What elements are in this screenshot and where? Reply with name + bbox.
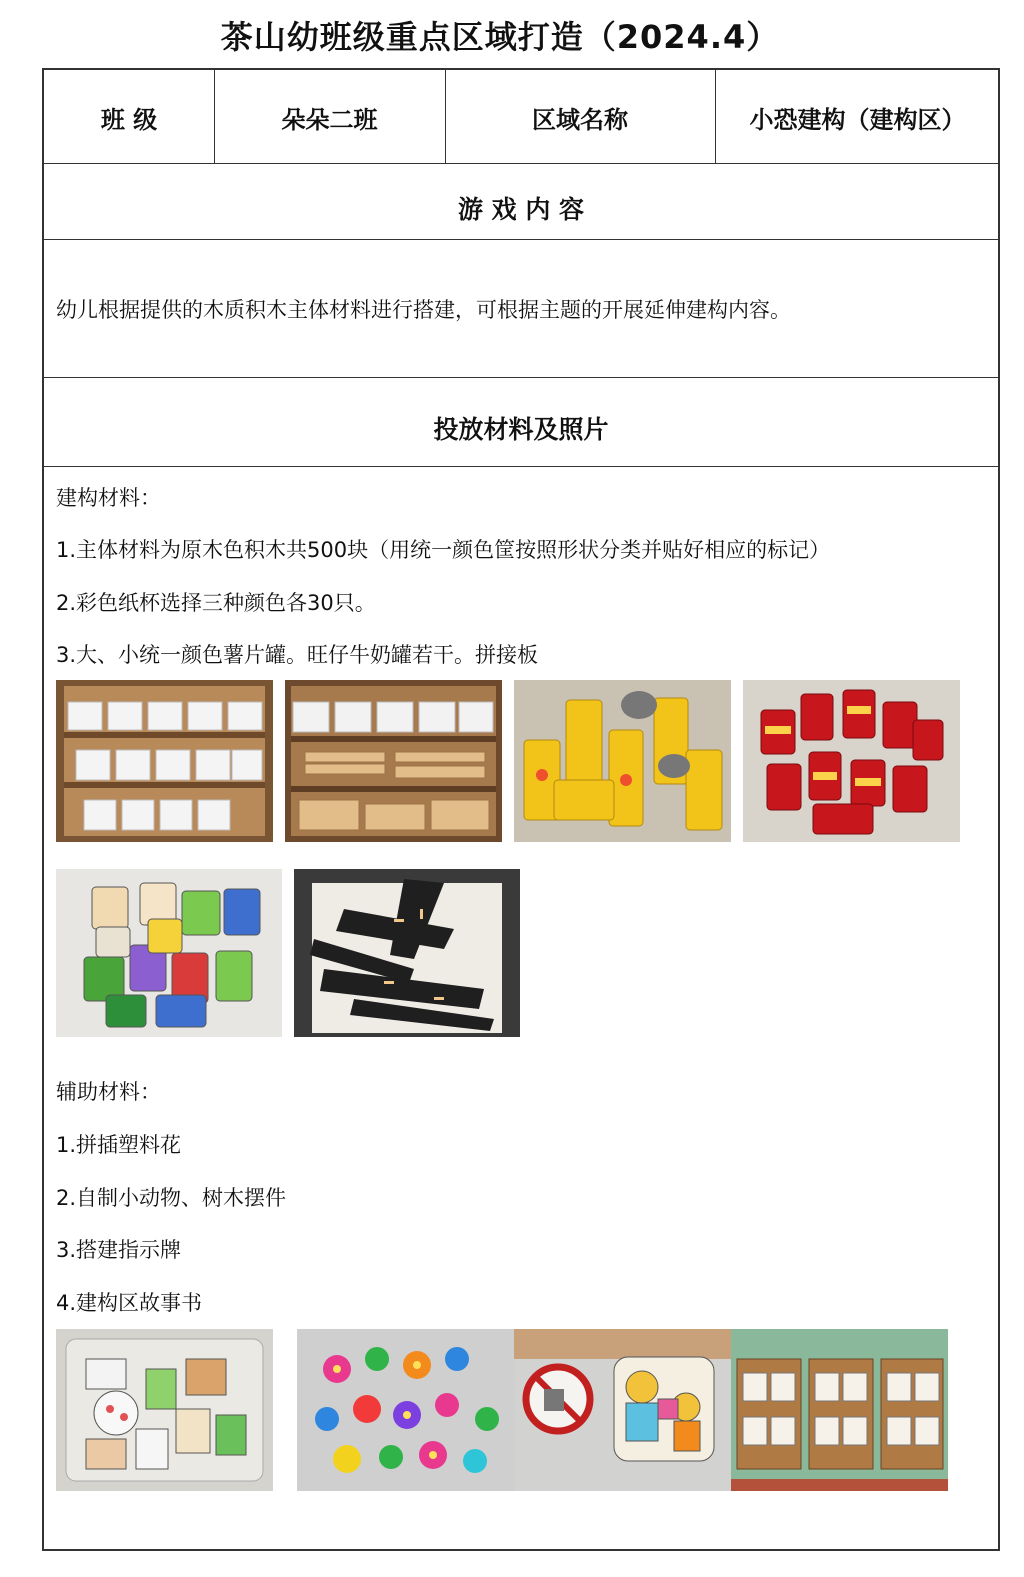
photo-story-books [731,1329,948,1491]
record-table [42,68,1000,1551]
main-materials-title: 建构材料： [56,486,161,510]
aux-material-item: 2.自制小动物、树木摆件 [56,1186,287,1210]
photo-shelf-baskets [56,680,273,842]
area-label: 区域名称 [532,105,628,134]
photo-animal-props [56,1329,273,1491]
divider [44,239,998,240]
main-material-item: 1.主体材料为原木色积木共500块（用统一颜色筐按照形状分类并贴好相应的标记） [56,538,831,562]
photo-building-signs [514,1329,731,1491]
main-material-item: 3.大、小统一颜色薯片罐。旺仔牛奶罐若干。拼接板 [56,643,539,667]
materials-heading: 投放材料及照片 [433,415,609,444]
page-title: 茶山幼班级重点区域打造（2024.4） [220,18,780,56]
photo-wooden-blocks [285,680,502,842]
class-value: 朵朵二班 [281,105,378,134]
photo-chip-cans [514,680,731,842]
photo-milk-cans [743,680,960,842]
photo-splice-boards [294,869,520,1037]
divider [44,377,998,378]
class-label: 班 级 [100,105,158,134]
photo-paper-cups [56,869,282,1037]
game-heading: 游 戏 内 容 [457,195,585,224]
divider [44,466,998,467]
game-content: 幼儿根据提供的木质积木主体材料进行搭建，可根据主题的开展延伸建构内容。 [56,298,791,322]
divider [44,163,998,164]
area-value: 小恐建构（建构区） [749,105,966,134]
aux-materials-title: 辅助材料： [56,1080,161,1104]
aux-material-item: 1.拼插塑料花 [56,1133,182,1157]
aux-material-item: 4.建构区故事书 [56,1291,203,1315]
photo-plastic-flowers [297,1329,514,1491]
aux-material-item: 3.搭建指示牌 [56,1238,182,1262]
main-material-item: 2.彩色纸杯选择三种颜色各30只。 [56,591,376,615]
